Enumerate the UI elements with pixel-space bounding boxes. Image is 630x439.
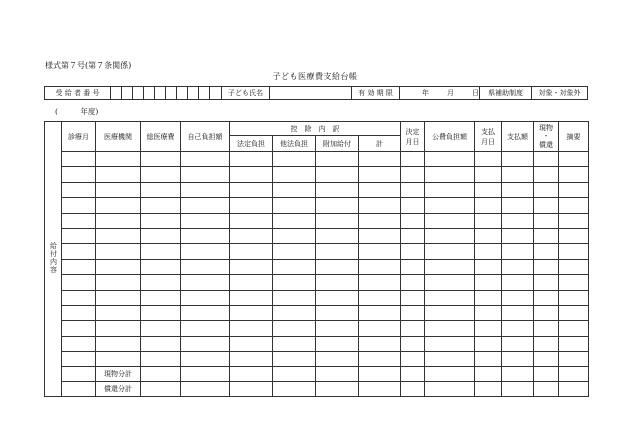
ledger-cell[interactable]: [534, 244, 559, 259]
ledger-cell[interactable]: [141, 336, 181, 351]
col-self-pay: 自己負担額: [181, 122, 230, 152]
validity-date-field[interactable]: [400, 87, 480, 100]
ledger-cell[interactable]: [401, 259, 425, 274]
ledger-cell[interactable]: [273, 182, 316, 197]
ledger-cell[interactable]: [359, 290, 401, 305]
ledger-cell[interactable]: [401, 244, 425, 259]
ledger-cell[interactable]: [96, 213, 141, 228]
ledger-cell[interactable]: [62, 213, 96, 228]
ledger-cell[interactable]: [559, 321, 589, 336]
ledger-cell[interactable]: [425, 152, 475, 167]
ledger-cell[interactable]: [316, 182, 359, 197]
ledger-cell[interactable]: [181, 182, 230, 197]
ledger-cell[interactable]: [359, 167, 401, 182]
ledger-cell[interactable]: [316, 290, 359, 305]
subtotal-cell[interactable]: [425, 382, 475, 397]
ledger-cell[interactable]: [316, 198, 359, 213]
col-total-cost: 総医療費: [141, 122, 181, 152]
recipient-digit[interactable]: [177, 87, 188, 100]
ledger-cell[interactable]: [534, 259, 559, 274]
ledger-cell[interactable]: [502, 213, 534, 228]
col-decision-date: 決定 月日: [401, 122, 425, 152]
ledger-cell[interactable]: [425, 290, 475, 305]
ledger-cell[interactable]: [359, 244, 401, 259]
subtotal-cell[interactable]: [559, 382, 589, 397]
ledger-cell[interactable]: [96, 259, 141, 274]
ledger-cell[interactable]: [62, 167, 96, 182]
ledger-cell[interactable]: [273, 352, 316, 367]
ledger-cell[interactable]: [401, 228, 425, 243]
ledger-cell[interactable]: [502, 182, 534, 197]
ledger-cell[interactable]: [141, 244, 181, 259]
ledger-cell[interactable]: [425, 305, 475, 320]
ledger-cell[interactable]: [273, 213, 316, 228]
ledger-cell[interactable]: [475, 305, 502, 320]
ledger-cell[interactable]: [316, 152, 359, 167]
ledger-cell[interactable]: [359, 275, 401, 290]
ledger-cell[interactable]: [425, 321, 475, 336]
subtotal-cell[interactable]: [273, 367, 316, 382]
ledger-cell[interactable]: [141, 275, 181, 290]
ledger-cell[interactable]: [181, 259, 230, 274]
ledger-cell[interactable]: [475, 213, 502, 228]
ledger-cell[interactable]: [559, 244, 589, 259]
ledger-cell[interactable]: [230, 321, 273, 336]
ledger-cell[interactable]: [359, 336, 401, 351]
ledger-cell[interactable]: [273, 259, 316, 274]
ledger-row: [45, 259, 589, 274]
ledger-cell[interactable]: [534, 290, 559, 305]
ledger-cell[interactable]: [475, 275, 502, 290]
ledger-cell[interactable]: [62, 352, 96, 367]
ledger-cell[interactable]: [181, 275, 230, 290]
payment-ledger-table: [44, 121, 589, 397]
recipient-number-label: 受 給 者 番 号: [45, 87, 111, 100]
ledger-cell[interactable]: [401, 305, 425, 320]
col-additional: 附加給付: [316, 136, 359, 152]
ledger-cell[interactable]: [401, 336, 425, 351]
ledger-row: [45, 244, 589, 259]
subsidy-value[interactable]: 対象・対象外: [532, 87, 588, 100]
ledger-cell[interactable]: [559, 259, 589, 274]
ledger-cell[interactable]: [230, 244, 273, 259]
ledger-cell[interactable]: [141, 213, 181, 228]
ledger-row: [45, 228, 589, 243]
ledger-cell[interactable]: [502, 167, 534, 182]
col-legal: 法定負担: [230, 136, 273, 152]
subsidy-label: 県補助制度: [480, 87, 532, 100]
ledger-cell[interactable]: [96, 198, 141, 213]
ledger-cell[interactable]: [359, 305, 401, 320]
ledger-cell[interactable]: [359, 352, 401, 367]
month-label: 月: [447, 89, 454, 97]
ledger-row: [45, 321, 589, 336]
ledger-cell[interactable]: [475, 259, 502, 274]
ledger-cell[interactable]: [534, 167, 559, 182]
ledger-cell[interactable]: [401, 182, 425, 197]
ledger-cell[interactable]: [62, 305, 96, 320]
subtotal-cell[interactable]: [502, 367, 534, 382]
recipient-digit[interactable]: [166, 87, 177, 100]
subtotal-cell[interactable]: [316, 382, 359, 397]
ledger-cell[interactable]: [181, 336, 230, 351]
subtotal-cell[interactable]: [475, 367, 502, 382]
ledger-cell[interactable]: [273, 275, 316, 290]
ledger-cell[interactable]: [316, 336, 359, 351]
ledger-cell[interactable]: [559, 336, 589, 351]
ledger-cell[interactable]: [62, 152, 96, 167]
ledger-cell[interactable]: [230, 352, 273, 367]
child-name-label: 子ども氏名: [222, 87, 270, 100]
ledger-cell[interactable]: [475, 336, 502, 351]
ledger-cell[interactable]: [141, 228, 181, 243]
recipient-digit[interactable]: [144, 87, 155, 100]
ledger-cell[interactable]: [401, 198, 425, 213]
ledger-cell[interactable]: [475, 167, 502, 182]
subtotal-cell[interactable]: [181, 367, 230, 382]
validity-label: 有 効 期 限: [352, 87, 400, 100]
subtotal-refund-row: [45, 382, 589, 397]
ledger-cell[interactable]: [96, 152, 141, 167]
ledger-cell: [62, 367, 96, 382]
subtotal-cell[interactable]: [401, 382, 425, 397]
ledger-cell[interactable]: [475, 228, 502, 243]
ledger-cell[interactable]: [559, 182, 589, 197]
ledger-cell[interactable]: [230, 182, 273, 197]
ledger-cell[interactable]: [230, 198, 273, 213]
ledger-cell[interactable]: [359, 152, 401, 167]
ledger-cell[interactable]: [96, 182, 141, 197]
ledger-cell[interactable]: [96, 244, 141, 259]
ledger-row: [45, 275, 589, 290]
ledger-cell[interactable]: [181, 167, 230, 182]
ledger-cell[interactable]: [425, 336, 475, 351]
subtotal-cell[interactable]: [273, 382, 316, 397]
subtotal-cell[interactable]: [141, 367, 181, 382]
ledger-cell[interactable]: [141, 152, 181, 167]
ledger-row: [45, 182, 589, 197]
ledger-cell[interactable]: [141, 167, 181, 182]
ledger-cell[interactable]: [96, 321, 141, 336]
ledger-cell[interactable]: [425, 352, 475, 367]
ledger-cell[interactable]: [559, 305, 589, 320]
ledger-row: [45, 352, 589, 367]
ledger-row: [45, 305, 589, 320]
ledger-cell[interactable]: [425, 167, 475, 182]
ledger-cell[interactable]: [141, 259, 181, 274]
ledger-cell[interactable]: [359, 228, 401, 243]
ledger-cell[interactable]: [475, 321, 502, 336]
subtotal-cell[interactable]: [401, 367, 425, 382]
ledger-cell[interactable]: [475, 182, 502, 197]
ledger-cell[interactable]: [181, 152, 230, 167]
recipient-digit[interactable]: [133, 87, 144, 100]
form-number: 様式第７号(第７条関係): [45, 61, 132, 70]
ledger-cell[interactable]: [230, 290, 273, 305]
ledger-cell[interactable]: [534, 152, 559, 167]
ledger-cell[interactable]: [62, 275, 96, 290]
ledger-cell[interactable]: [316, 167, 359, 182]
ledger-cell[interactable]: [230, 275, 273, 290]
recipient-digit[interactable]: [210, 87, 222, 100]
ledger-cell[interactable]: [502, 305, 534, 320]
subtotal-cell[interactable]: [316, 367, 359, 382]
ledger-cell[interactable]: [425, 244, 475, 259]
ledger-cell[interactable]: [273, 321, 316, 336]
ledger-cell[interactable]: [559, 152, 589, 167]
ledger-cell[interactable]: [273, 152, 316, 167]
ledger-cell[interactable]: [359, 198, 401, 213]
ledger-cell[interactable]: [141, 290, 181, 305]
ledger-cell[interactable]: [96, 167, 141, 182]
ledger-cell[interactable]: [425, 182, 475, 197]
subtotal-cell[interactable]: [230, 382, 273, 397]
subtotal-kind-label: 現物分計: [96, 367, 141, 382]
ledger-cell: [62, 382, 96, 397]
ledger-cell[interactable]: [181, 290, 230, 305]
ledger-cell[interactable]: [359, 213, 401, 228]
ledger-cell[interactable]: [359, 259, 401, 274]
ledger-cell[interactable]: [316, 321, 359, 336]
col-other-law: 他法負担: [273, 136, 316, 152]
ledger-cell[interactable]: [559, 290, 589, 305]
ledger-cell[interactable]: [230, 213, 273, 228]
ledger-cell[interactable]: [425, 198, 475, 213]
ledger-cell[interactable]: [273, 244, 316, 259]
ledger-cell[interactable]: [62, 198, 96, 213]
ledger-cell[interactable]: [230, 167, 273, 182]
ledger-cell[interactable]: [401, 352, 425, 367]
col-institution: 医療機関: [96, 122, 141, 152]
ledger-cell[interactable]: [559, 352, 589, 367]
ledger-cell[interactable]: [534, 198, 559, 213]
subtotal-cell[interactable]: [534, 367, 559, 382]
ledger-cell[interactable]: [559, 228, 589, 243]
recipient-digit[interactable]: [188, 87, 199, 100]
col-paid-amount: 支払額: [502, 122, 534, 152]
ledger-cell[interactable]: [534, 228, 559, 243]
subtotal-cell[interactable]: [425, 367, 475, 382]
ledger-cell[interactable]: [181, 228, 230, 243]
ledger-row: [45, 198, 589, 213]
ledger-row: [45, 167, 589, 182]
ledger-cell[interactable]: [96, 275, 141, 290]
ledger-cell[interactable]: [273, 305, 316, 320]
subtotal-cell[interactable]: [502, 382, 534, 397]
ledger-cell[interactable]: [534, 275, 559, 290]
ledger-cell[interactable]: [62, 244, 96, 259]
recipient-digit[interactable]: [199, 87, 210, 100]
ledger-cell[interactable]: [401, 152, 425, 167]
col-visit-month: 診療月: [62, 122, 96, 152]
ledger-cell[interactable]: [316, 305, 359, 320]
ledger-cell[interactable]: [96, 305, 141, 320]
ledger-cell[interactable]: [425, 275, 475, 290]
ledger-cell[interactable]: [273, 290, 316, 305]
ledger-cell[interactable]: [502, 352, 534, 367]
ledger-cell[interactable]: [230, 305, 273, 320]
subtotal-cell[interactable]: [534, 382, 559, 397]
ledger-cell[interactable]: [559, 198, 589, 213]
ledger-cell[interactable]: [475, 244, 502, 259]
col-deduction: 控 除 内 訳: [230, 122, 401, 136]
ledger-row: [45, 336, 589, 351]
ledger-cell[interactable]: [316, 275, 359, 290]
ledger-cell[interactable]: [401, 290, 425, 305]
ledger-cell[interactable]: [475, 290, 502, 305]
subtotal-cell[interactable]: [181, 382, 230, 397]
ledger-cell[interactable]: [62, 336, 96, 351]
ledger-cell[interactable]: [141, 198, 181, 213]
ledger-cell[interactable]: [534, 213, 559, 228]
child-name-field[interactable]: [270, 87, 352, 100]
ledger-cell[interactable]: [273, 228, 316, 243]
ledger-cell[interactable]: [534, 352, 559, 367]
ledger-cell[interactable]: [141, 182, 181, 197]
ledger-cell[interactable]: [502, 244, 534, 259]
subtotal-cell[interactable]: [230, 367, 273, 382]
ledger-cell[interactable]: [502, 336, 534, 351]
ledger-cell[interactable]: [316, 228, 359, 243]
ledger-cell[interactable]: [62, 259, 96, 274]
ledger-cell[interactable]: [425, 213, 475, 228]
ledger-cell[interactable]: [230, 152, 273, 167]
ledger-cell[interactable]: [96, 290, 141, 305]
ledger-row: [45, 152, 589, 167]
ledger-cell[interactable]: [559, 275, 589, 290]
year-label: 年: [422, 89, 429, 97]
col-kind-refund: 現物 ・ 償還: [534, 122, 559, 152]
ledger-cell[interactable]: [62, 182, 96, 197]
ledger-cell[interactable]: [62, 228, 96, 243]
subtotal-cell[interactable]: [559, 367, 589, 382]
ledger-cell[interactable]: [502, 321, 534, 336]
ledger-cell[interactable]: [316, 259, 359, 274]
day-label: 日: [472, 89, 479, 97]
ledger-cell[interactable]: [401, 167, 425, 182]
ledger-cell[interactable]: [181, 352, 230, 367]
ledger-cell[interactable]: [502, 290, 534, 305]
recipient-info-row: [44, 86, 588, 100]
ledger-cell[interactable]: [181, 244, 230, 259]
ledger-cell[interactable]: [475, 152, 502, 167]
col-deduction-total: 計: [359, 136, 401, 152]
ledger-cell[interactable]: [141, 352, 181, 367]
recipient-digit[interactable]: [155, 87, 166, 100]
ledger-cell[interactable]: [181, 321, 230, 336]
ledger-row: [45, 290, 589, 305]
subtotal-refund-label: 償還分計: [96, 382, 141, 397]
subtotal-kind-row: [45, 367, 589, 382]
ledger-cell[interactable]: [141, 321, 181, 336]
ledger-cell[interactable]: [181, 213, 230, 228]
ledger-cell[interactable]: [230, 228, 273, 243]
ledger-cell[interactable]: [502, 152, 534, 167]
benefit-side-label: 給付内容: [45, 122, 62, 397]
col-payment-date: 支払 月日: [475, 122, 502, 152]
recipient-digit[interactable]: [122, 87, 133, 100]
ledger-cell[interactable]: [534, 305, 559, 320]
ledger-cell[interactable]: [534, 182, 559, 197]
ledger-cell[interactable]: [401, 275, 425, 290]
ledger-cell[interactable]: [359, 182, 401, 197]
ledger-cell[interactable]: [559, 213, 589, 228]
ledger-cell[interactable]: [62, 290, 96, 305]
ledger-cell[interactable]: [316, 244, 359, 259]
ledger-cell[interactable]: [559, 167, 589, 182]
ledger-cell[interactable]: [273, 198, 316, 213]
subtotal-cell[interactable]: [359, 382, 401, 397]
ledger-cell[interactable]: [534, 336, 559, 351]
ledger-cell[interactable]: [230, 259, 273, 274]
ledger-cell[interactable]: [230, 336, 273, 351]
ledger-cell[interactable]: [96, 336, 141, 351]
ledger-row: [45, 213, 589, 228]
ledger-cell[interactable]: [141, 305, 181, 320]
ledger-cell[interactable]: [401, 213, 425, 228]
ledger-cell[interactable]: [425, 259, 475, 274]
subtotal-cell[interactable]: [475, 382, 502, 397]
ledger-cell[interactable]: [502, 198, 534, 213]
subtotal-cell[interactable]: [359, 367, 401, 382]
ledger-cell[interactable]: [534, 321, 559, 336]
fiscal-year-label: ( 年度): [55, 107, 99, 116]
ledger-cell[interactable]: [316, 352, 359, 367]
ledger-cell[interactable]: [502, 259, 534, 274]
ledger-cell[interactable]: [316, 213, 359, 228]
ledger-cell[interactable]: [502, 275, 534, 290]
col-remarks: 摘要: [559, 122, 589, 152]
ledger-cell[interactable]: [502, 228, 534, 243]
subtotal-cell[interactable]: [141, 382, 181, 397]
ledger-cell[interactable]: [475, 198, 502, 213]
ledger-cell[interactable]: [96, 352, 141, 367]
recipient-digit[interactable]: [111, 87, 122, 100]
ledger-cell[interactable]: [62, 321, 96, 336]
ledger-cell[interactable]: [273, 336, 316, 351]
ledger-cell[interactable]: [475, 352, 502, 367]
ledger-cell[interactable]: [273, 167, 316, 182]
ledger-cell[interactable]: [181, 198, 230, 213]
col-public-burden: 公費負担額: [425, 122, 475, 152]
ledger-cell[interactable]: [359, 321, 401, 336]
document-title: 子ども医療費支給台帳: [272, 72, 358, 81]
ledger-cell[interactable]: [401, 321, 425, 336]
ledger-cell[interactable]: [96, 228, 141, 243]
ledger-cell[interactable]: [425, 228, 475, 243]
ledger-cell[interactable]: [181, 305, 230, 320]
